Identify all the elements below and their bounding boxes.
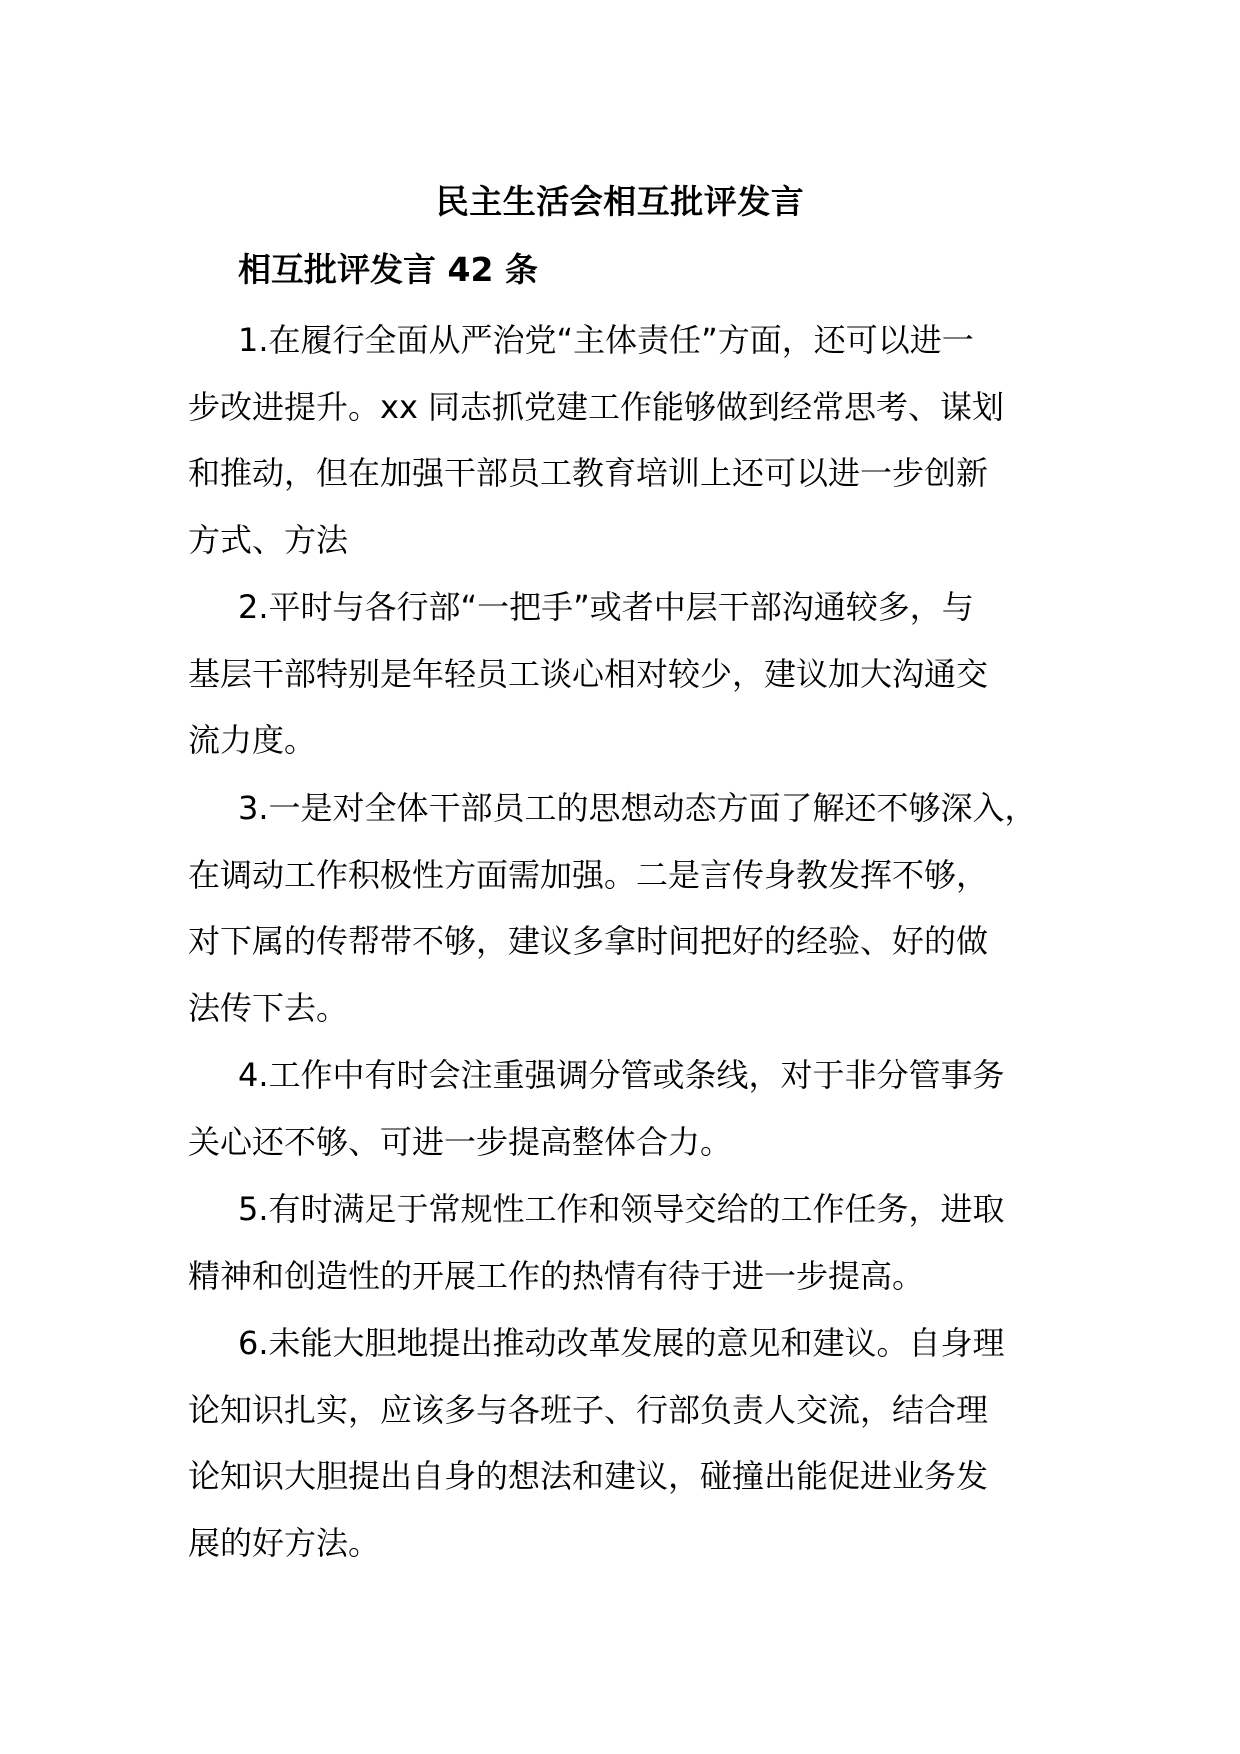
paragraph-line: 对下属的传帮带不够，建议多拿时间把好的经验、好的做 <box>188 922 989 960</box>
paragraph-5 <box>188 1176 1088 1309</box>
paragraph-line: 5.有时满足于常规性工作和领导交给的工作任务，进取 <box>238 1190 1005 1228</box>
paragraph-1 <box>188 307 1088 573</box>
paragraph-3 <box>188 775 1088 1041</box>
document-subtitle: 相互批评发言 42 条 <box>238 250 538 289</box>
paragraph-line: 论知识扎实，应该多与各班子、行部负责人交流，结合理 <box>188 1390 989 1429</box>
paragraph-line: 关心还不够、可进一步提高整体合力。 <box>188 1122 733 1161</box>
paragraph-line: 和推动，但在加强干部员工教育培训上还可以进一步创新 <box>188 454 989 492</box>
paragraph-line: 展的好方法。 <box>188 1523 381 1562</box>
paragraph-line: 6.未能大胆地提出推动改革发展的意见和建议。自身理 <box>238 1324 1005 1362</box>
paragraph-6 <box>188 1310 1088 1576</box>
paragraph-2 <box>188 574 1088 774</box>
paragraph-line: 流力度。 <box>188 721 317 759</box>
paragraph-line: 2.平时与各行部“一把手”或者中层干部沟通较多，与 <box>238 588 974 626</box>
paragraph-line: 法传下去。 <box>188 988 349 1027</box>
paragraph-line: 1.在履行全面从严治党“主体责任”方面，还可以进一 <box>238 321 974 359</box>
paragraph-line: 方式、方法 <box>188 520 349 559</box>
paragraph-4 <box>188 1042 1088 1175</box>
paragraph-line: 步改进提升。xx 同志抓党建工作能够做到经常思考、谋划 <box>188 387 1005 426</box>
paragraph-line: 论知识大胆提出自身的想法和建议，碰撞出能促进业务发 <box>188 1457 989 1495</box>
document-title: 民主生活会相互批评发言 <box>435 182 805 221</box>
paragraph-line: 基层干部特别是年轻员工谈心相对较少，建议加大沟通交 <box>188 654 989 693</box>
paragraph-line: 4.工作中有时会注重强调分管或条线，对于非分管事务 <box>238 1056 1005 1094</box>
paragraph-line: 3.一是对全体干部员工的思想动态方面了解还不够深入， <box>238 789 1037 827</box>
paragraph-line: 精神和创造性的开展工作的热情有待于进一步提高。 <box>188 1256 925 1295</box>
paragraph-line: 在调动工作积极性方面需加强。二是言传身教发挥不够， <box>188 855 989 894</box>
